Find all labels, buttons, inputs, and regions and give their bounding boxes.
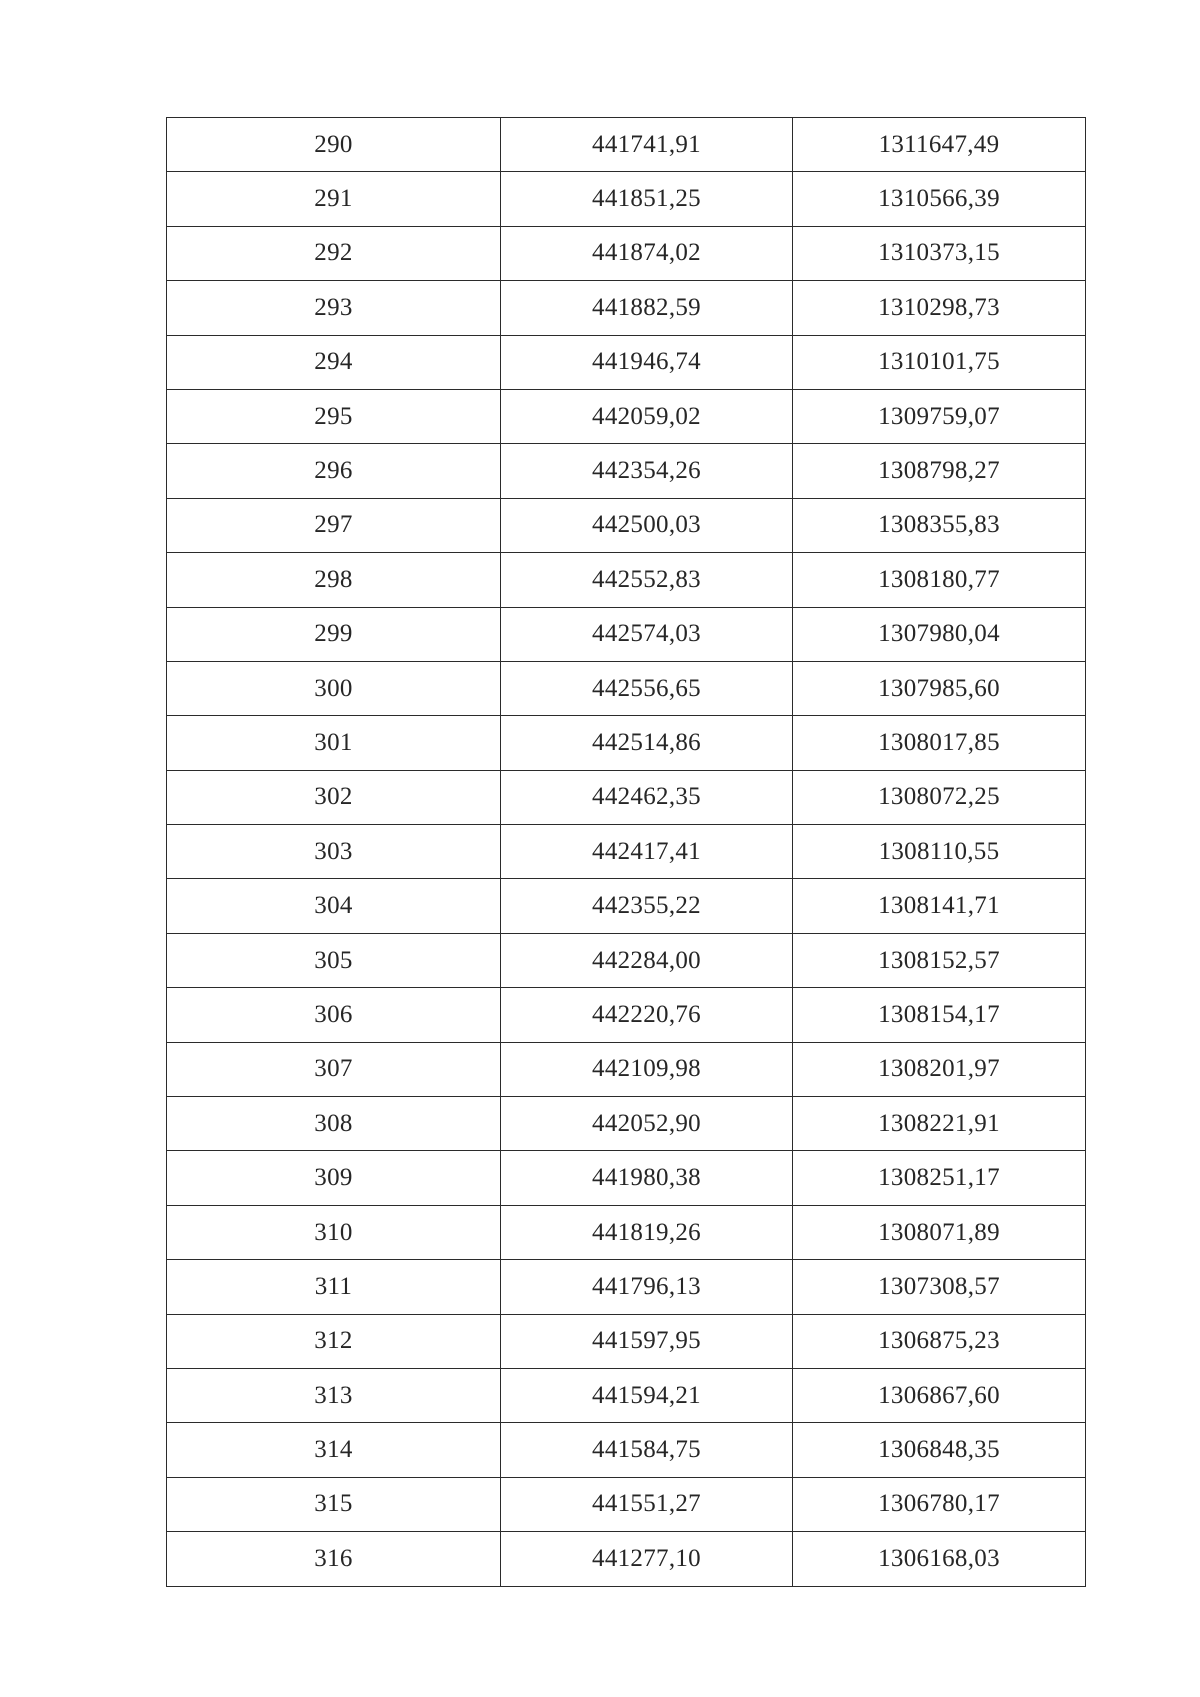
point-number-cell: 297	[167, 498, 501, 552]
coordinates-table-body	[167, 118, 1086, 1587]
table-row	[167, 1368, 1086, 1422]
y-coordinate-cell: 1306867,60	[793, 1368, 1086, 1422]
table-row	[167, 498, 1086, 552]
table-row	[167, 661, 1086, 715]
table-row	[167, 1477, 1086, 1531]
x-coordinate-cell: 442052,90	[501, 1097, 793, 1151]
y-coordinate-cell: 1307308,57	[793, 1260, 1086, 1314]
x-coordinate-cell: 442220,76	[501, 988, 793, 1042]
y-coordinate-cell: 1307985,60	[793, 661, 1086, 715]
table-row	[167, 444, 1086, 498]
table-row	[167, 553, 1086, 607]
table-row	[167, 933, 1086, 987]
y-coordinate-cell: 1306848,35	[793, 1423, 1086, 1477]
x-coordinate-cell: 442462,35	[501, 770, 793, 824]
y-coordinate-cell: 1306168,03	[793, 1532, 1086, 1586]
y-coordinate-cell: 1308355,83	[793, 498, 1086, 552]
table-row	[167, 1151, 1086, 1205]
table-row	[167, 1042, 1086, 1096]
point-number-cell: 316	[167, 1532, 501, 1586]
point-number-cell: 302	[167, 770, 501, 824]
table-row	[167, 1205, 1086, 1259]
x-coordinate-cell: 441741,91	[501, 118, 793, 172]
y-coordinate-cell: 1309759,07	[793, 389, 1086, 443]
point-number-cell: 293	[167, 281, 501, 335]
point-number-cell: 300	[167, 661, 501, 715]
y-coordinate-cell: 1308071,89	[793, 1205, 1086, 1259]
point-number-cell: 295	[167, 389, 501, 443]
y-coordinate-cell: 1308110,55	[793, 825, 1086, 879]
table-row	[167, 988, 1086, 1042]
x-coordinate-cell: 442556,65	[501, 661, 793, 715]
point-number-cell: 298	[167, 553, 501, 607]
x-coordinate-cell: 442574,03	[501, 607, 793, 661]
point-number-cell: 301	[167, 716, 501, 770]
point-number-cell: 304	[167, 879, 501, 933]
y-coordinate-cell: 1308180,77	[793, 553, 1086, 607]
y-coordinate-cell: 1308152,57	[793, 933, 1086, 987]
coordinates-table	[166, 117, 1086, 1587]
x-coordinate-cell: 441980,38	[501, 1151, 793, 1205]
point-number-cell: 314	[167, 1423, 501, 1477]
point-number-cell: 310	[167, 1205, 501, 1259]
point-number-cell: 292	[167, 226, 501, 280]
y-coordinate-cell: 1308141,71	[793, 879, 1086, 933]
point-number-cell: 291	[167, 172, 501, 226]
x-coordinate-cell: 441551,27	[501, 1477, 793, 1531]
y-coordinate-cell: 1308251,17	[793, 1151, 1086, 1205]
table-row	[167, 770, 1086, 824]
y-coordinate-cell: 1308017,85	[793, 716, 1086, 770]
x-coordinate-cell: 442355,22	[501, 879, 793, 933]
y-coordinate-cell: 1308154,17	[793, 988, 1086, 1042]
x-coordinate-cell: 442059,02	[501, 389, 793, 443]
y-coordinate-cell: 1308072,25	[793, 770, 1086, 824]
table-row	[167, 1260, 1086, 1314]
point-number-cell: 290	[167, 118, 501, 172]
x-coordinate-cell: 442417,41	[501, 825, 793, 879]
x-coordinate-cell: 441597,95	[501, 1314, 793, 1368]
point-number-cell: 306	[167, 988, 501, 1042]
x-coordinate-cell: 441796,13	[501, 1260, 793, 1314]
point-number-cell: 309	[167, 1151, 501, 1205]
point-number-cell: 313	[167, 1368, 501, 1422]
point-number-cell: 312	[167, 1314, 501, 1368]
y-coordinate-cell: 1308221,91	[793, 1097, 1086, 1151]
table-row	[167, 716, 1086, 770]
table-row	[167, 335, 1086, 389]
x-coordinate-cell: 442109,98	[501, 1042, 793, 1096]
y-coordinate-cell: 1311647,49	[793, 118, 1086, 172]
point-number-cell: 315	[167, 1477, 501, 1531]
y-coordinate-cell: 1307980,04	[793, 607, 1086, 661]
table-row	[167, 1423, 1086, 1477]
y-coordinate-cell: 1308201,97	[793, 1042, 1086, 1096]
point-number-cell: 305	[167, 933, 501, 987]
y-coordinate-cell: 1308798,27	[793, 444, 1086, 498]
x-coordinate-cell: 441277,10	[501, 1532, 793, 1586]
x-coordinate-cell: 441851,25	[501, 172, 793, 226]
y-coordinate-cell: 1306875,23	[793, 1314, 1086, 1368]
x-coordinate-cell: 442552,83	[501, 553, 793, 607]
table-row	[167, 1314, 1086, 1368]
y-coordinate-cell: 1310298,73	[793, 281, 1086, 335]
table-row	[167, 118, 1086, 172]
y-coordinate-cell: 1310566,39	[793, 172, 1086, 226]
y-coordinate-cell: 1306780,17	[793, 1477, 1086, 1531]
point-number-cell: 303	[167, 825, 501, 879]
point-number-cell: 311	[167, 1260, 501, 1314]
x-coordinate-cell: 441594,21	[501, 1368, 793, 1422]
table-row	[167, 1097, 1086, 1151]
table-row	[167, 879, 1086, 933]
table-row	[167, 226, 1086, 280]
x-coordinate-cell: 441584,75	[501, 1423, 793, 1477]
x-coordinate-cell: 442500,03	[501, 498, 793, 552]
x-coordinate-cell: 442514,86	[501, 716, 793, 770]
point-number-cell: 296	[167, 444, 501, 498]
table-row	[167, 172, 1086, 226]
table-row	[167, 389, 1086, 443]
table-row	[167, 607, 1086, 661]
point-number-cell: 307	[167, 1042, 501, 1096]
point-number-cell: 308	[167, 1097, 501, 1151]
table-row	[167, 825, 1086, 879]
table-row	[167, 281, 1086, 335]
x-coordinate-cell: 441874,02	[501, 226, 793, 280]
x-coordinate-cell: 441946,74	[501, 335, 793, 389]
x-coordinate-cell: 441882,59	[501, 281, 793, 335]
x-coordinate-cell: 441819,26	[501, 1205, 793, 1259]
x-coordinate-cell: 442354,26	[501, 444, 793, 498]
point-number-cell: 294	[167, 335, 501, 389]
y-coordinate-cell: 1310101,75	[793, 335, 1086, 389]
point-number-cell: 299	[167, 607, 501, 661]
x-coordinate-cell: 442284,00	[501, 933, 793, 987]
y-coordinate-cell: 1310373,15	[793, 226, 1086, 280]
table-row	[167, 1532, 1086, 1586]
